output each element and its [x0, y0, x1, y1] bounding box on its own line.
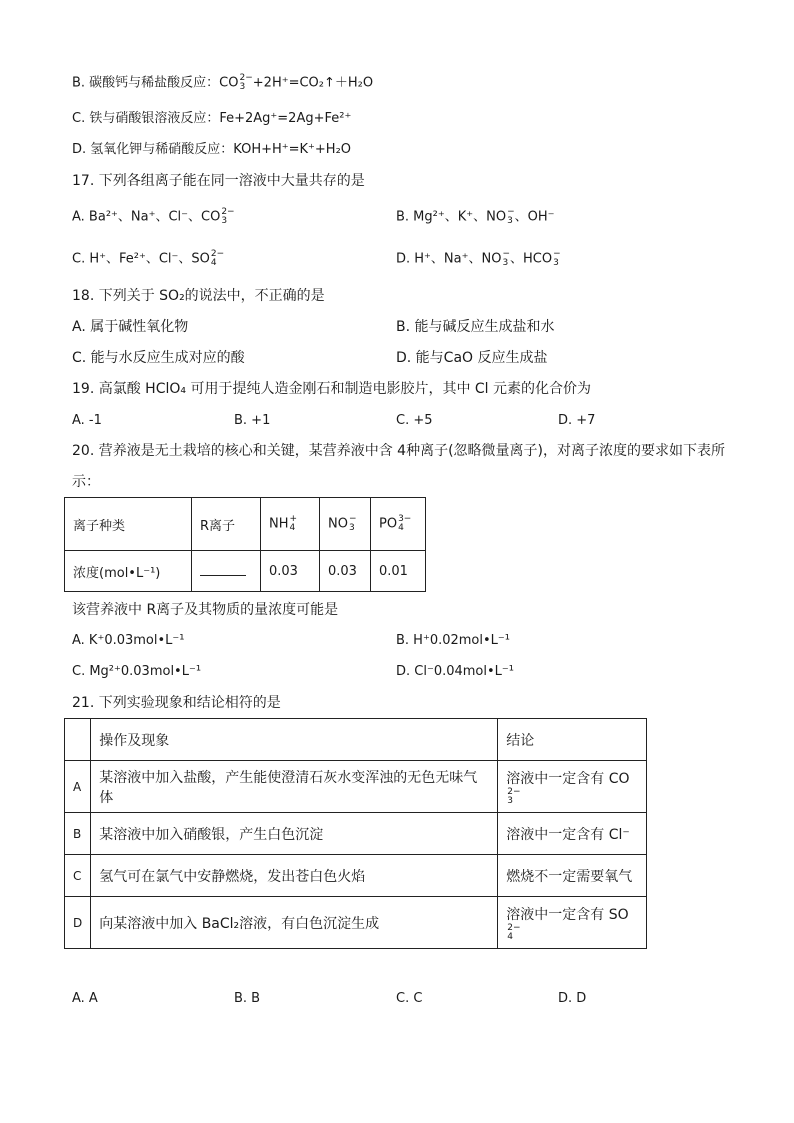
q19-option-d: D. +7: [558, 413, 596, 428]
q17-option-b-text: B. Mg²⁺、K⁺、NO: [396, 209, 507, 225]
value-no3: 0.03: [320, 551, 371, 592]
q20-option-a: A. K⁺0.03mol•L⁻¹: [72, 633, 185, 648]
q19-option-c: C. +5: [396, 413, 433, 428]
q17-option-a: [72, 208, 235, 227]
row-operation: 某溶液中加入盐酸，产生能使澄清石灰水变浑浊的无色无味气体: [91, 761, 498, 813]
q21-option-d: D. D: [558, 991, 587, 1006]
header-r-ion: R离子: [192, 498, 261, 551]
row-conclusion: 溶液中一定含有 Cl⁻: [498, 813, 647, 855]
value-po4: 0.01: [371, 551, 426, 592]
superscript-sub-stack: 2− 3: [239, 73, 253, 92]
table-row: [65, 855, 647, 897]
row-label: B: [65, 813, 91, 855]
q17-option-b-tail: 、OH⁻: [514, 209, 555, 225]
table-header-row: [65, 498, 426, 551]
q20-option-d: D. Cl⁻0.04mol•L⁻¹: [396, 664, 514, 679]
q18-option-d: D. 能与CaO 反应生成盐: [396, 350, 548, 366]
table-row: [65, 761, 647, 813]
q20-stem-line2: 示：: [72, 474, 100, 490]
experiment-table: [64, 718, 647, 949]
row-conclusion: [498, 761, 647, 813]
row-concentration-label: 浓度(mol•L⁻¹): [65, 551, 192, 592]
q16-option-b-text: B. 碳酸钙与稀盐酸反应：CO: [72, 75, 239, 91]
row-operation: 向某溶液中加入 BaCl₂溶液，有白色沉淀生成: [91, 897, 498, 949]
table-row: [65, 897, 647, 949]
row-label: D: [65, 897, 91, 949]
header-ion-type: 离子种类: [65, 498, 192, 551]
superscript-sub-stack: − 3: [553, 249, 561, 268]
row-label: A: [65, 761, 91, 813]
row-operation: 氢气可在氯气中安静燃烧，发出苍白色火焰: [91, 855, 498, 897]
row-label: C: [65, 855, 91, 897]
table-header-row: [65, 719, 647, 761]
superscript-sub-stack: 3− 4: [398, 514, 412, 533]
q16-option-c: C. 铁与硝酸银溶液反应：Fe+2Ag⁺=2Ag+Fe²⁺: [72, 111, 352, 126]
superscript-sub-stack: 2− 4: [210, 249, 225, 268]
superscript-sub-stack: − 3: [348, 514, 357, 533]
q19-stem: 19. 高氯酸 HClO₄ 可用于提纯人造金刚石和制造电影胶片，其中 Cl 元素的化合价为: [72, 381, 592, 397]
q17-option-c: [72, 250, 224, 269]
q17-option-d-mid: 、HCO: [509, 251, 553, 267]
superscript-sub-stack: 2− 4: [507, 922, 521, 942]
header-empty: [65, 719, 91, 761]
superscript-sub-stack: + 4: [289, 514, 298, 533]
row-conclusion-text: 溶液中一定含有 SO: [506, 906, 629, 923]
header-conclusion: 结论: [498, 719, 647, 761]
ion-concentration-table: [64, 497, 426, 592]
q17-option-d-text: D. H⁺、Na⁺、NO: [396, 251, 502, 267]
q16-option-b-tail: +2H⁺=CO₂↑＋H₂O: [252, 75, 374, 91]
q18-option-b: B. 能与碱反应生成盐和水: [396, 319, 555, 335]
q21-option-c: C. C: [396, 991, 423, 1006]
q19-option-a: A. -1: [72, 413, 102, 428]
q20-option-b: B. H⁺0.02mol•L⁻¹: [396, 633, 510, 648]
row-operation: 某溶液中加入硝酸银，产生白色沉淀: [91, 813, 498, 855]
header-po4-text: PO: [379, 516, 398, 532]
q17-option-c-text: C. H⁺、Fe²⁺、Cl⁻、SO: [72, 251, 210, 267]
table-row: [65, 551, 426, 592]
header-no3-text: NO: [328, 516, 348, 532]
header-nh4-text: NH: [269, 516, 289, 532]
q20-stem-line1: 20. 营养液是无土栽培的核心和关键，某营养液中含 4种离子(忽略微量离子)，对离子浓度的要求如下表所: [72, 443, 725, 459]
q18-option-c: C. 能与水反应生成对应的酸: [72, 350, 245, 366]
superscript-sub-stack: − 3: [507, 207, 515, 226]
r-ion-blank: [192, 551, 261, 592]
q16-option-b: [72, 74, 373, 93]
value-nh4: 0.03: [261, 551, 320, 592]
superscript-sub-stack: − 3: [502, 249, 510, 268]
answer-blank: [200, 563, 246, 576]
q20-option-c: C. Mg²⁺0.03mol•L⁻¹: [72, 664, 202, 679]
superscript-sub-stack: 2− 3: [507, 786, 521, 806]
q18-stem: 18. 下列关于 SO₂的说法中，不正确的是: [72, 288, 325, 304]
q17-option-b: [396, 208, 555, 227]
header-no3: [320, 498, 371, 551]
q17-option-a-text: A. Ba²⁺、Na⁺、Cl⁻、CO: [72, 209, 221, 225]
q17-stem: 17. 下列各组离子能在同一溶液中大量共存的是: [72, 173, 365, 189]
header-nh4: [261, 498, 320, 551]
q18-option-a: A. 属于碱性氧化物: [72, 319, 189, 335]
q21-stem: 21. 下列实验现象和结论相符的是: [72, 695, 281, 711]
row-conclusion-text: 溶液中一定含有 CO: [506, 770, 630, 787]
q17-option-d: [396, 250, 561, 269]
q19-option-b: B. +1: [234, 413, 271, 428]
table-row: [65, 813, 647, 855]
row-conclusion: [498, 897, 647, 949]
q20-question: 该营养液中 R离子及其物质的量浓度可能是: [72, 602, 339, 618]
header-operation: 操作及现象: [91, 719, 498, 761]
superscript-sub-stack: 2− 3: [221, 207, 235, 226]
row-conclusion: 燃烧不一定需要氧气: [498, 855, 647, 897]
q21-option-a: A. A: [72, 991, 98, 1006]
header-po4: [371, 498, 426, 551]
q16-option-d: D. 氢氧化钾与稀硝酸反应：KOH+H⁺=K⁺+H₂O: [72, 142, 352, 157]
q21-option-b: B. B: [234, 991, 261, 1006]
